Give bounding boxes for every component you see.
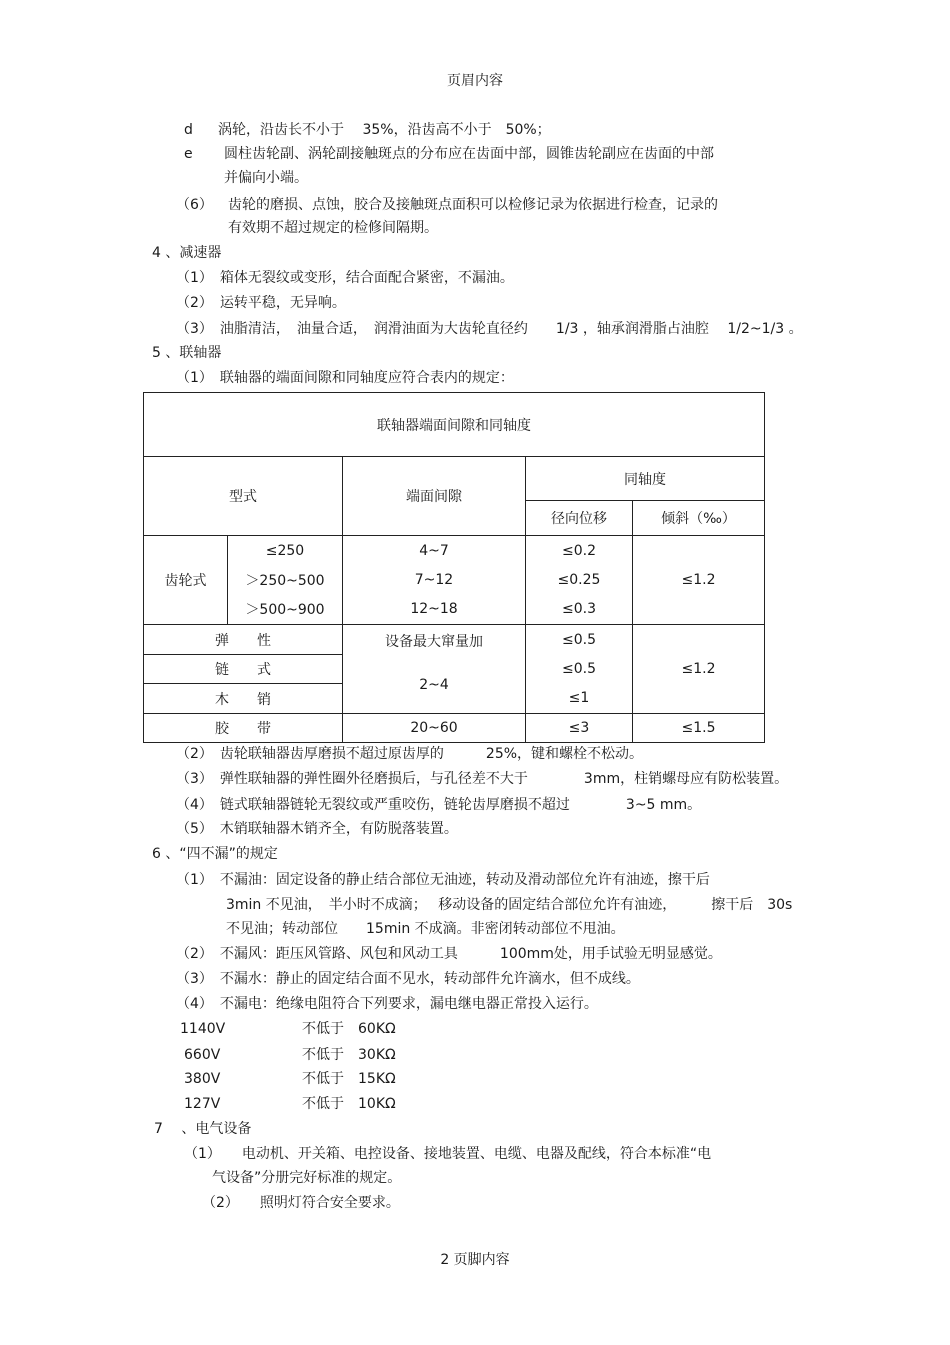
item-e-text-1: 圆柱齿轮副、涡轮副接触斑点的分布应在齿面中部，圆锥齿轮副应在齿面的中部 <box>224 146 714 162</box>
voltage-requirement: 不低于 10KΩ <box>302 1096 396 1112</box>
page-header: 页眉内容 <box>447 73 503 89</box>
section-6-item-1-line-3: 不见油；转动部位 15min 不成滴。非密闭转动部位不甩油。 <box>226 921 625 937</box>
wood-type-name: 木 销 <box>144 684 343 714</box>
header-coaxiality: 同轴度 <box>526 457 765 501</box>
table-cell: ≤1 <box>526 684 633 714</box>
section-6-item-3: （3） 不漏水：静止的固定结合面不见水，转动部件允许滴水，但不成线。 <box>176 971 640 987</box>
gear-type-name: 齿轮式 <box>144 536 228 625</box>
table-cell: ≤1.5 <box>633 714 765 743</box>
item-6-text-1: 齿轮的磨损、点蚀，胶合及接触斑点面积可以检修记录为依据进行检查，记录的 <box>228 197 718 213</box>
voltage-requirement: 不低于 30KΩ <box>302 1047 396 1063</box>
table-cell: 20~60 <box>343 714 526 743</box>
header-tilt: 倾斜（‰） <box>633 501 765 536</box>
voltage-label: 660V <box>184 1047 221 1063</box>
voltage-label: 127V <box>184 1096 221 1112</box>
group-gap-line-1: 设备最大窜量加 <box>385 634 483 650</box>
coupling-table <box>143 392 765 743</box>
section-6-item-1-line-2: 3min 不见油， 半小时不成滴； 移动设备的固定结合部位允许有油迹， 擦干后 30s <box>226 897 793 913</box>
table-title: 联轴器端面间隙和同轴度 <box>144 393 765 457</box>
item-6-label: （6） <box>176 197 213 213</box>
table-cell: ≤0.5 <box>526 655 633 684</box>
item-6-text-2: 有效期不超过规定的检修间隔期。 <box>228 220 438 236</box>
section-4-item-1: （1） 箱体无裂纹或变形，结合面配合紧密，不漏油。 <box>176 270 514 286</box>
section-5-item-4: （4） 链式联轴器链轮无裂纹或严重咬伤，链轮齿厚磨损不超过 3~5 mm。 <box>176 797 702 813</box>
section-5-heading: 5 、联轴器 <box>152 345 222 361</box>
section-4-item-2: （2） 运转平稳，无异响。 <box>176 295 346 311</box>
table-cell: ≤250 <box>228 536 343 566</box>
table-cell: 12~18 <box>343 595 526 625</box>
section-5-item-5: （5） 木销联轴器木销齐全，有防脱落装置。 <box>176 821 458 837</box>
group-tilt: ≤1.2 <box>633 625 765 714</box>
table-cell: ≤0.2 <box>526 536 633 566</box>
page-footer: 2 页脚内容 <box>440 1252 510 1268</box>
header-type: 型式 <box>144 457 343 536</box>
voltage-requirement: 不低于 60KΩ <box>302 1021 396 1037</box>
table-cell: 7~12 <box>343 566 526 595</box>
section-7-item-1-line-1: （1） 电动机、开关箱、电控设备、接地装置、电缆、电器及配线，符合本标准“电 <box>184 1146 712 1162</box>
voltage-requirement: 不低于 15KΩ <box>302 1071 396 1087</box>
item-e-label: e <box>184 146 193 162</box>
elastic-type-name: 弹 性 <box>144 625 343 655</box>
section-5-item-2: （2） 齿轮联轴器齿厚磨损不超过原齿厚的 25%，键和螺栓不松动。 <box>176 746 644 762</box>
table-cell: ≤0.5 <box>526 625 633 655</box>
section-6-item-1-line-1: （1） 不漏油：固定设备的静止结合部位无油迹，转动及滑动部位允许有油迹，擦干后 <box>176 872 710 888</box>
voltage-label: 1140V <box>180 1021 226 1037</box>
table-cell: ≤0.3 <box>526 595 633 625</box>
section-7-item-2: （2） 照明灯符合安全要求。 <box>202 1195 400 1211</box>
item-e-text-2: 并偏向小端。 <box>224 170 308 186</box>
table-cell: ≤0.25 <box>526 566 633 595</box>
section-6-heading: 6 、“四不漏”的规定 <box>152 846 278 862</box>
voltage-label: 380V <box>184 1071 221 1087</box>
section-4-heading: 4 、减速器 <box>152 245 222 261</box>
chain-type-name: 链 式 <box>144 655 343 684</box>
belt-type-name: 胶 带 <box>144 714 343 743</box>
section-4-item-3: （3） 油脂清洁， 油量合适， 润滑油面为大齿轮直径约 1/3 ，轴承润滑脂占油腔 1/2~1/3 。 <box>176 321 803 337</box>
section-6-item-2: （2） 不漏风：距压风管路、风包和风动工具 100mm处，用手试验无明显感觉。 <box>176 946 722 962</box>
item-d-label: d <box>184 122 193 138</box>
table-cell: ＞500~900 <box>228 595 343 625</box>
table-cell: ＞250~500 <box>228 566 343 595</box>
section-5-item-3: （3） 弹性联轴器的弹性圈外径磨损后，与孔径差不大于 3mm，柱销螺母应有防松装置。 <box>176 771 789 787</box>
group-gap-line-2: 2~4 <box>419 677 449 693</box>
header-radial: 径向位移 <box>526 501 633 536</box>
section-7-heading: 7 、电气设备 <box>154 1121 252 1137</box>
item-d-text: 涡轮，沿齿长不小于 35%，沿齿高不小于 50%； <box>218 122 551 138</box>
section-5-item-1: （1） 联轴器的端面间隙和同轴度应符合表内的规定： <box>176 370 514 386</box>
section-6-item-4: （4） 不漏电：绝缘电阻符合下列要求，漏电继电器正常投入运行。 <box>176 996 598 1012</box>
header-gap: 端面间隙 <box>343 457 526 536</box>
table-cell: 4~7 <box>343 536 526 566</box>
table-cell: ≤3 <box>526 714 633 743</box>
group-gap <box>343 625 526 714</box>
gear-tilt: ≤1.2 <box>633 536 765 625</box>
section-7-item-1-line-2: 气设备”分册完好标准的规定。 <box>212 1170 402 1186</box>
